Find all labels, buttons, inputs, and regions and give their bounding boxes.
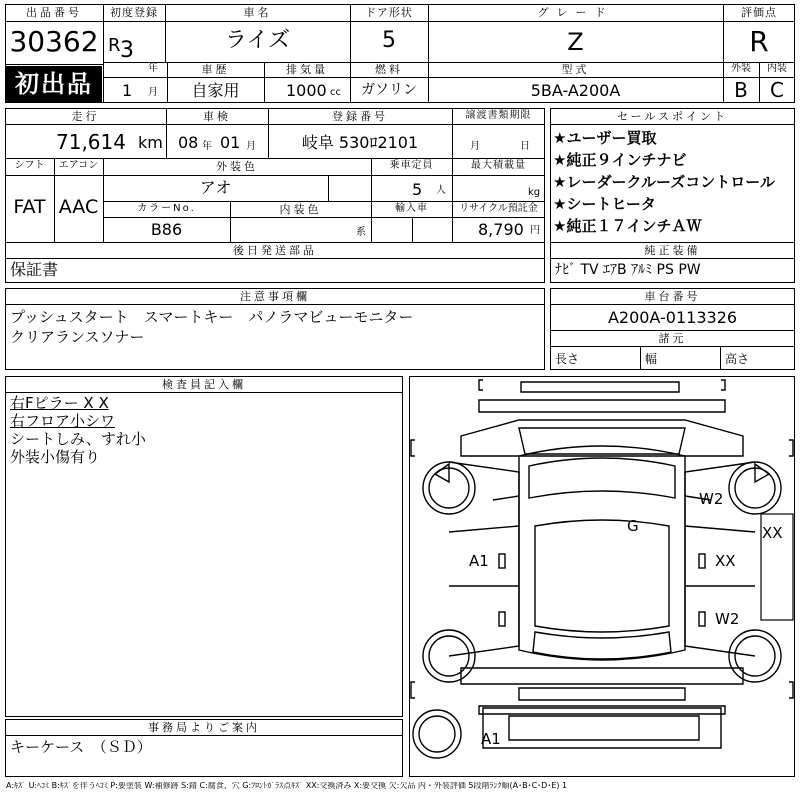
later-parts: 保証書 <box>10 260 59 279</box>
office-text: キーケース （ＳＤ） <box>10 738 152 756</box>
load-label: 最大積載量 <box>471 160 526 171</box>
sales-point-4: ★シートヒータ <box>553 195 656 213</box>
legend: A:ｷｽﾞ U:ﾍｺﾐ B:ｷｽﾞを伴うﾍｺﾐ P:要塗装 W:補修跡 S:錆 C:腐食、穴 G:ﾌﾛﾝﾄｶﾞﾗｽ点ｷｽﾞ XX:交換済み X:要交換 欠:欠品 内・外装評価 5段階ﾗﾝｸ順(A･B･C･D･E) 1 <box>6 782 568 790</box>
score: R <box>749 25 769 58</box>
car-damage-diagram <box>409 376 795 777</box>
mark-a1-bottom: A1 <box>481 730 501 748</box>
inspection-year-unit: 年 <box>202 141 212 152</box>
ac-label: エアコン <box>58 160 99 171</box>
car-name: ライズ <box>224 28 291 53</box>
color-no-label: カラーNo. <box>137 203 196 214</box>
mark-w2-top: W2 <box>699 490 724 508</box>
mark-w2-right: W2 <box>715 610 740 628</box>
later-parts-label: 後日発送部品 <box>233 244 317 257</box>
recycle-unit: 円 <box>530 225 540 236</box>
model-code: 5BA-A200A <box>530 81 621 100</box>
transfer-month: 月 <box>470 141 480 152</box>
spec-width: 幅 <box>645 352 658 366</box>
inspector-line-1: 右Fピラー X X <box>10 394 109 412</box>
chassis-number: A200A-0113326 <box>607 308 738 327</box>
car-name-label: 車名 <box>243 6 272 19</box>
fuel-label: 燃料 <box>375 63 403 76</box>
lot-label: 出品番号 <box>26 6 82 19</box>
inspection-label: 車検 <box>203 110 231 123</box>
displacement: 1000 <box>286 81 327 100</box>
import-label: 輸入車 <box>395 203 428 214</box>
recycle-label: リサイクル預託金 <box>459 203 538 214</box>
spec-length: 長さ <box>555 352 580 366</box>
sales-point-2: ★純正９インチナビ <box>553 151 687 169</box>
office-label: 事務局よりご案内 <box>148 721 260 734</box>
sales-points-label: セールスポイント <box>616 110 728 123</box>
history-label: 車歴 <box>201 63 230 76</box>
inspector-line-2: 右フロア小シワ <box>10 412 116 430</box>
int-color-label: 内装色 <box>279 203 322 216</box>
inspection-year: 08 <box>178 133 199 152</box>
seat-label: 乗車定員 <box>389 160 434 171</box>
grade: Z <box>567 28 584 56</box>
equipment: ﾅﾋﾞ TV ｴｱB ｱﾙﾐ PS PW <box>555 262 701 278</box>
spec-label: 諸元 <box>658 332 687 345</box>
sales-point-5: ★純正１７インチＡＷ <box>553 217 702 235</box>
month-unit: 月 <box>148 87 158 98</box>
reg-month: 1 <box>122 81 133 100</box>
notes-label: 注意事項欄 <box>240 290 310 303</box>
spec-height: 高さ <box>725 352 750 366</box>
first-listing-badge: 初出品 <box>6 66 102 102</box>
mileage-label: 走行 <box>71 110 100 123</box>
color-number: B86 <box>150 220 183 239</box>
year-unit: 年 <box>148 63 158 74</box>
mileage-unit: km <box>138 133 163 152</box>
inspector-line-3: シートしみ、すれ小 <box>10 430 146 448</box>
mark-xx-side: XX <box>762 524 783 542</box>
int-label: 内装 <box>767 63 787 74</box>
model-label: 型式 <box>561 63 590 76</box>
exterior-color: アオ <box>199 178 232 197</box>
int-grade: C <box>770 78 784 102</box>
door-label: ドア形状 <box>365 6 413 19</box>
disp-label: 排気量 <box>286 63 328 76</box>
door-count: 5 <box>382 28 396 53</box>
disp-unit: cc <box>330 87 341 98</box>
history: 自家用 <box>191 81 240 100</box>
notes-line-2: クリアランスソナー <box>10 328 145 346</box>
inspection-month: 01 <box>220 133 241 152</box>
ac: AAC <box>58 196 99 218</box>
mark-a1-left: A1 <box>469 552 489 570</box>
shift-label: シフト <box>14 160 45 171</box>
seat-count: 5 <box>412 180 423 199</box>
lot-number: 30362 <box>9 25 99 58</box>
ext-label: 外装 <box>731 63 751 74</box>
grade-label: グレード <box>537 6 614 19</box>
mileage: 71,614 <box>56 130 126 154</box>
inspector-line-4: 外装小傷有り <box>10 448 101 466</box>
sales-point-1: ★ユーザー買取 <box>553 129 657 147</box>
first-reg-label: 初度登録 <box>110 6 158 19</box>
recycle-fee: 8,790 <box>478 220 524 239</box>
chassis-label: 車台番号 <box>644 290 701 303</box>
notes-line-1: プッシュスタート スマートキー パノラマビューモニター <box>10 308 414 326</box>
inspector-label: 検査員記入欄 <box>162 378 246 391</box>
int-color-unit: 系 <box>356 227 366 238</box>
plate-label: 登録番号 <box>332 110 388 123</box>
mark-g: G <box>627 517 639 535</box>
shift: FAT <box>13 196 46 218</box>
score-label: 評価点 <box>741 6 777 19</box>
load-unit: kg <box>528 187 541 198</box>
ext-grade: B <box>734 78 748 102</box>
sales-point-3: ★レーダークルーズコントロール <box>553 173 775 191</box>
fuel: ガソリン <box>361 82 417 98</box>
mark-xx-right: XX <box>715 552 736 570</box>
era: R <box>108 35 121 56</box>
plate-number: 岐阜 530ﾛ2101 <box>301 133 419 152</box>
transfer-label: 譲渡書類期限 <box>465 110 532 121</box>
seat-unit: 人 <box>436 185 446 196</box>
inspection-month-unit: 月 <box>246 141 256 152</box>
reg-year: 3 <box>120 38 134 63</box>
equipment-label: 純正装備 <box>644 244 701 257</box>
color-label: 外装色 <box>216 160 258 173</box>
transfer-day: 日 <box>520 141 530 152</box>
